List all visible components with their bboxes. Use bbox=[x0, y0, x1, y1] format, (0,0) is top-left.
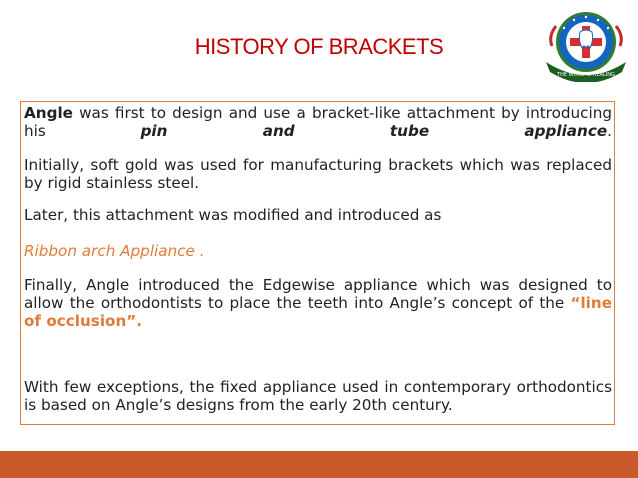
angle-bold: Angle bbox=[24, 104, 73, 122]
p1-text2: . bbox=[607, 122, 612, 140]
pin-and-tube-text: pin and tube appliance bbox=[140, 122, 608, 140]
content-box bbox=[20, 101, 615, 425]
slide-title: HISTORY OF BRACKETS bbox=[194, 34, 444, 59]
logo-motto: THE WORD IS HEALING bbox=[557, 72, 615, 78]
page-number: 5 bbox=[572, 459, 578, 469]
paragraph-edgewise bbox=[24, 276, 612, 330]
paragraph-soft-gold: Initially, soft gold was used for manufacturing brackets which was replaced by rigid stainless steel. bbox=[24, 156, 612, 192]
paragraph-angle-first bbox=[24, 104, 612, 140]
p5-text: Finally, Angle introduced the Edgewise appliance which was designed to allow the orthodontists to place the teeth into Angle’s concept of the bbox=[24, 276, 612, 312]
paragraph-contemporary: With few exceptions, the fixed appliance used in contemporary orthodontics is based on Angle’s designs from the early 20th century. bbox=[24, 378, 612, 414]
dental-college-emblem-icon bbox=[542, 6, 630, 82]
paragraph-ribbon-arch: Ribbon arch Appliance . bbox=[24, 242, 205, 260]
line-of-occlusion-text: “line of occlusion”. bbox=[24, 294, 612, 330]
footer-bar bbox=[0, 451, 638, 478]
paragraph-later: Later, this attachment was modified and introduced as bbox=[24, 206, 442, 224]
p1-text1: was first to design and use a bracket-like attachment by introducing his bbox=[24, 104, 612, 140]
